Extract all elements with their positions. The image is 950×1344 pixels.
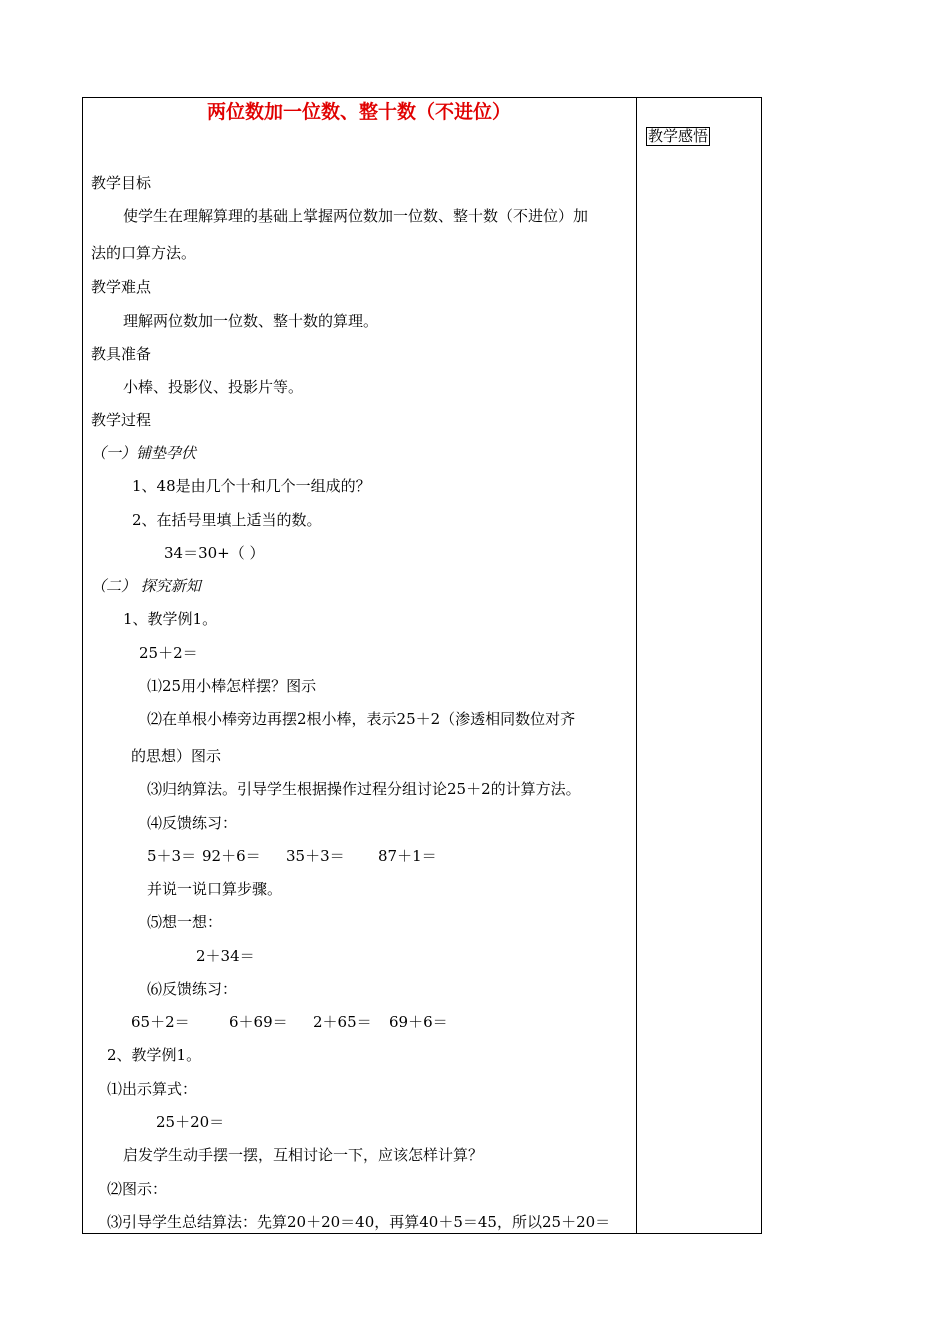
step-2b: 的思想）图示 xyxy=(131,747,222,765)
t-step-1: ⑴出示算式： xyxy=(107,1080,198,1098)
practice-item: 92＋6＝ xyxy=(202,847,261,865)
step-3: ⑶归纳算法。引导学生根据操作过程分组讨论25＋2的计算方法。 xyxy=(147,780,581,798)
goal-heading: 教学目标 xyxy=(91,174,152,192)
practice-item: 35＋3＝ xyxy=(286,847,345,865)
practice-row-1 xyxy=(147,846,437,866)
part1-q2: 2、在括号里填上适当的数。 xyxy=(132,511,322,529)
example1-equation: 25＋2＝ xyxy=(139,644,198,662)
step-5-equation: 2＋34＝ xyxy=(196,947,255,965)
step-4: ⑷反馈练习： xyxy=(147,814,238,832)
step-6: ⑹反馈练习： xyxy=(147,980,238,998)
practice-item: 65＋2＝ xyxy=(131,1013,190,1031)
goal-text-2: 法的口算方法。 xyxy=(91,244,197,262)
step-1: ⑴25用小棒怎样摆？图示 xyxy=(147,677,317,695)
step-4-note: 并说一说口算步骤。 xyxy=(147,880,283,898)
page-title: 两位数加一位数、整十数（不进位） xyxy=(206,101,511,123)
practice-item: 87＋1＝ xyxy=(378,847,437,865)
part1-q1: 1、48是由几个十和几个一组成的？ xyxy=(132,477,371,495)
column-divider xyxy=(636,97,637,1234)
t-step-1-note: 启发学生动手摆一摆，互相讨论一下，应该怎样计算？ xyxy=(123,1146,484,1164)
process-heading: 教学过程 xyxy=(91,411,152,429)
practice-item: 2＋65＝ xyxy=(313,1013,372,1031)
example2-heading: 2、教学例1。 xyxy=(107,1046,202,1064)
step-5: ⑸想一想： xyxy=(147,913,223,931)
example1-heading: 1、教学例1。 xyxy=(123,610,218,628)
t-step-2: ⑵图示： xyxy=(107,1180,168,1198)
practice-item: 6＋69＝ xyxy=(229,1013,288,1031)
side-label: 教学感悟 xyxy=(648,127,709,145)
part1-equation: 34＝30+（ ） xyxy=(164,544,265,562)
part2-heading: （二） 探究新知 xyxy=(91,577,201,595)
difficulty-text: 理解两位数加一位数、整十数的算理。 xyxy=(123,312,379,330)
goal-text-1: 使学生在理解算理的基础上掌握两位数加一位数、整十数（不进位）加 xyxy=(123,207,589,225)
difficulty-heading: 教学难点 xyxy=(91,278,152,296)
practice-row-2 xyxy=(131,1012,448,1032)
tools-text: 小棒、投影仪、投影片等。 xyxy=(123,378,304,396)
t-step-1-equation: 25＋20＝ xyxy=(156,1113,225,1131)
part1-heading: （一）铺垫孕伏 xyxy=(91,444,197,462)
practice-item: 69＋6＝ xyxy=(389,1013,448,1031)
tools-heading: 教具准备 xyxy=(91,345,152,363)
practice-item: 5＋3＝ xyxy=(147,847,197,865)
t-step-3: ⑶引导学生总结算法：先算20＋20＝40，再算40＋5＝45，所以25＋20＝ xyxy=(107,1213,611,1231)
step-2a: ⑵在单根小棒旁边再摆2根小棒，表示25＋2（渗透相同数位对齐 xyxy=(147,710,576,728)
